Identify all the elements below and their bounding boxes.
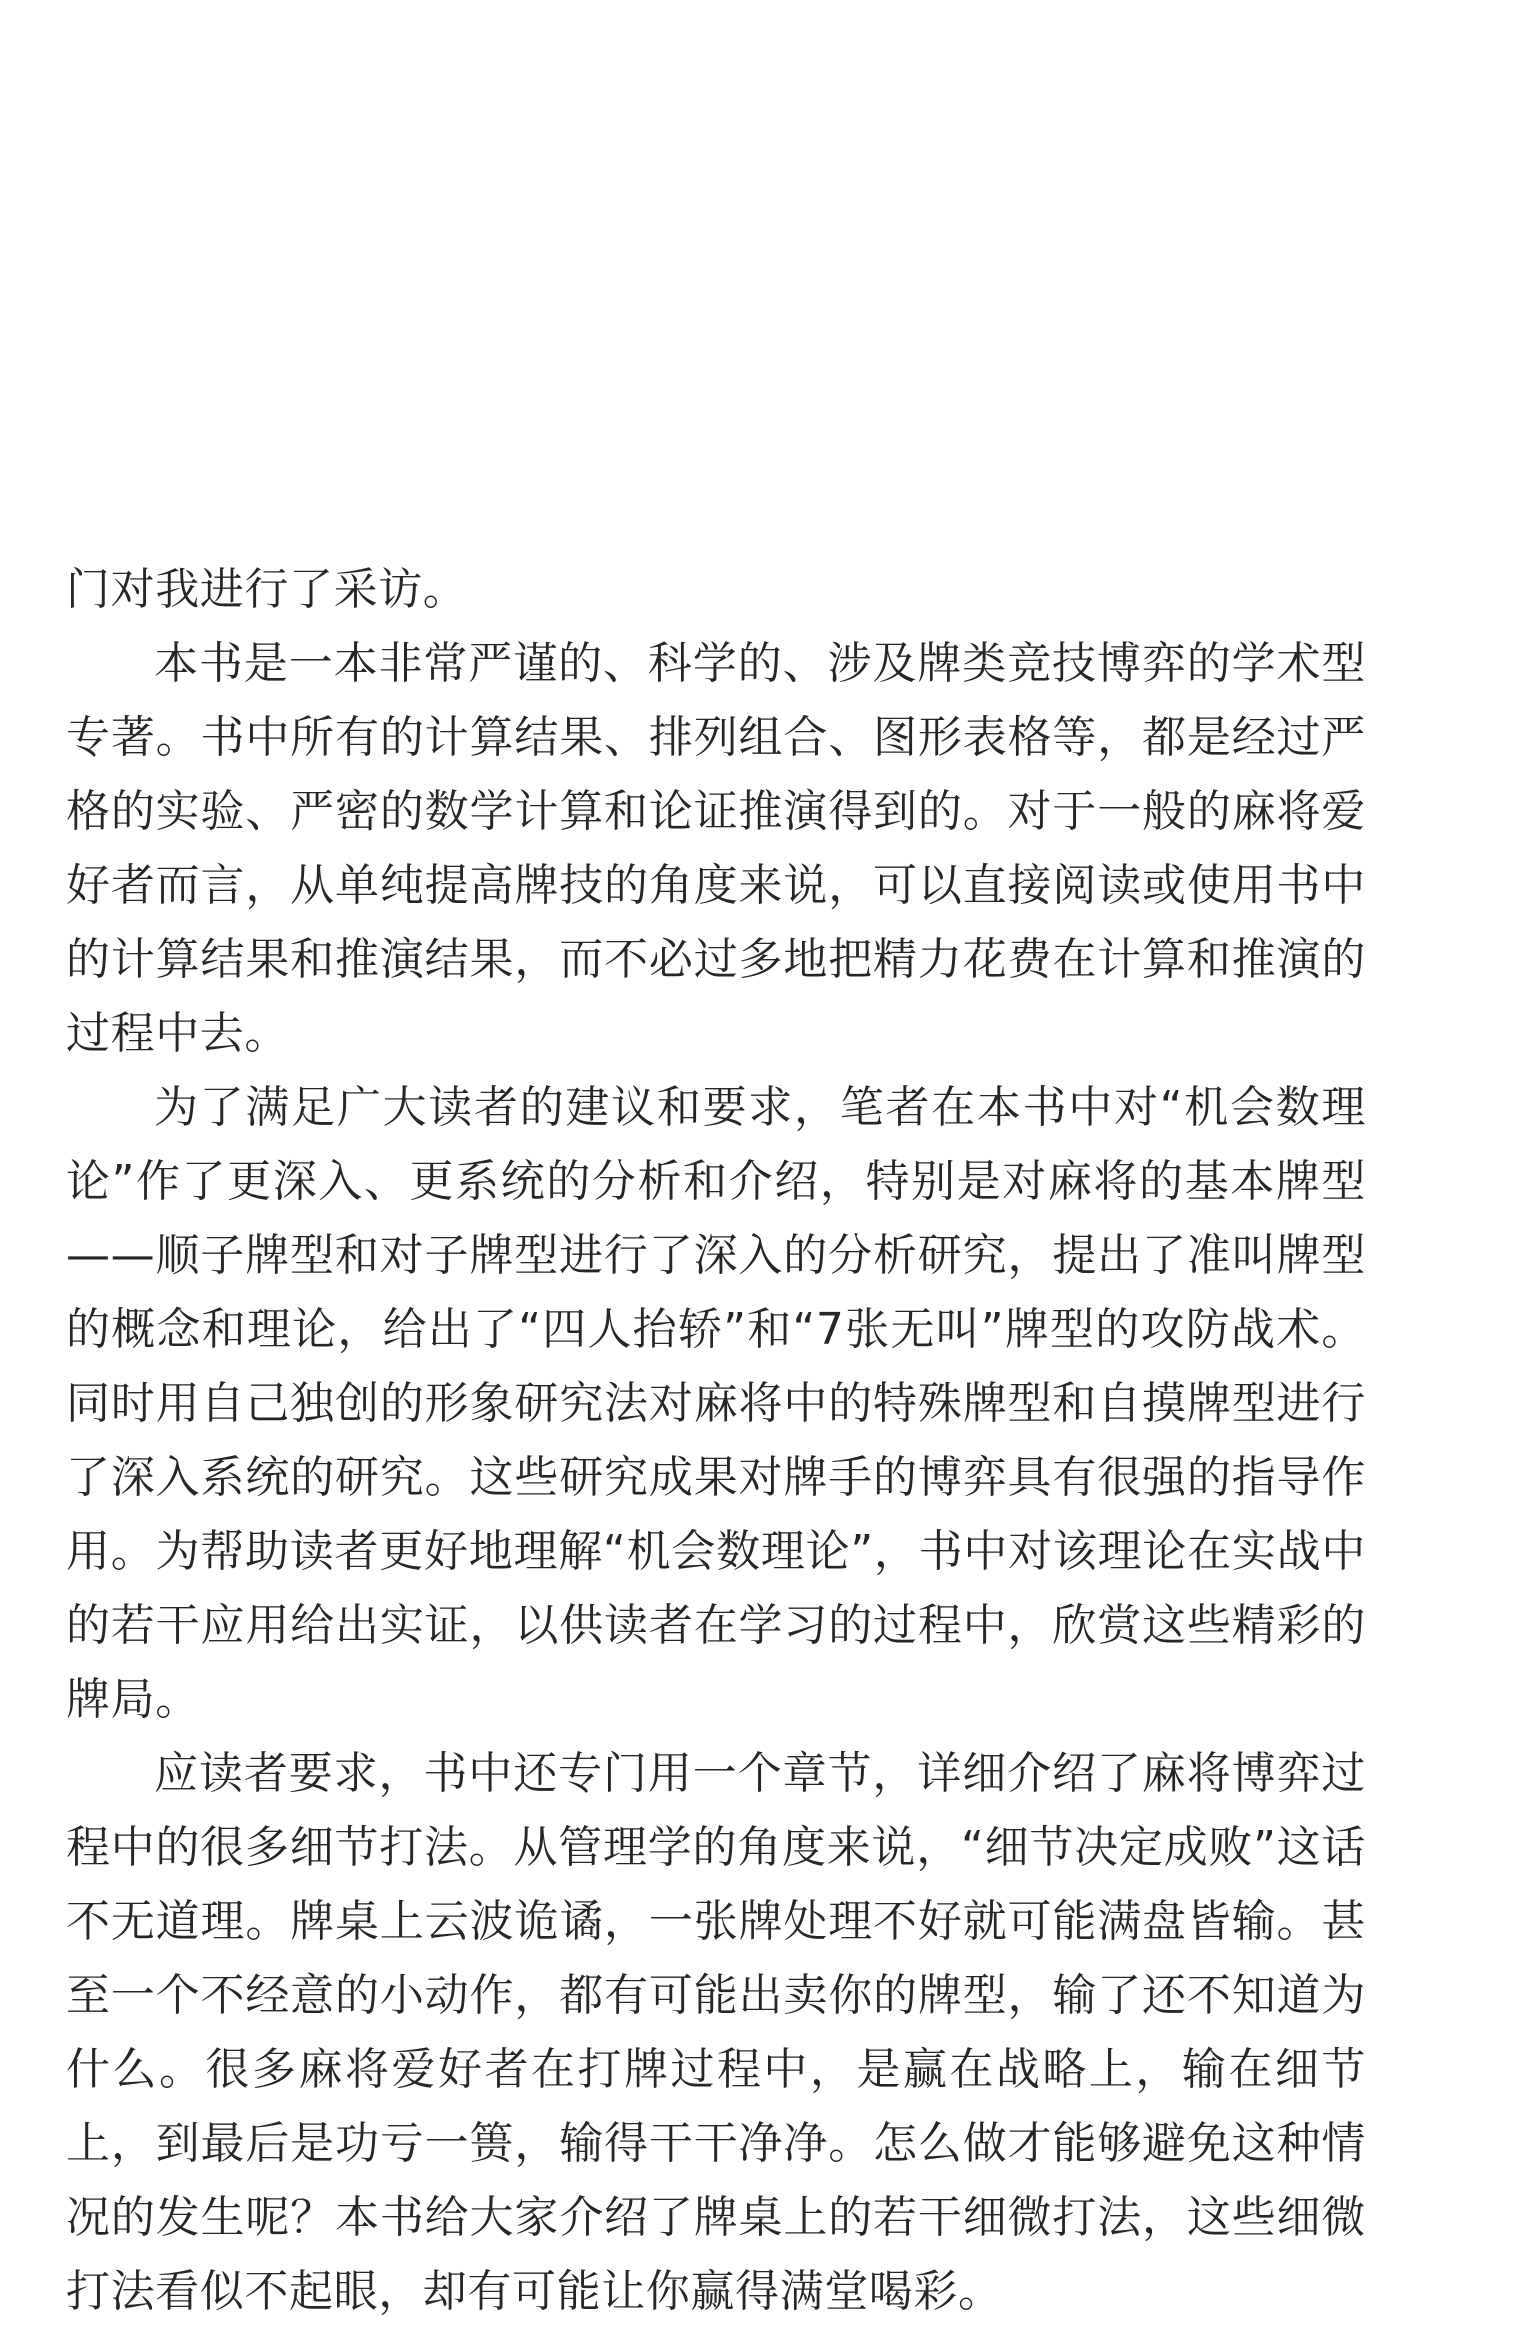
paragraph-book-nature: 本书是一本非常严谨的、科学的、涉及牌类竞技博弈的学术型专著。书中所有的计算结果、排列组合、图形表格等，都是经过严格的实验、严密的数学计算和论证推演得到的。对于一般的麻将爱好者而言，从单纯提高牌技的角度来说，可以直接阅读或使用书中的计算结果和推演结果，而不必过多地把精力花费在计算和推演的过程中去。 [66, 638, 1366, 1059]
page-body-text [66, 553, 1366, 2329]
paragraph-theory-content: 为了满足广大读者的建议和要求，笔者在本书中对“机会数理论”作了更深入、更系统的分析和介绍，特别是对麻将的基本牌型——顺子牌型和对子牌型进行了深入的分析研究，提出了准叫牌型的概念和理论，给出了“四人抬轿”和“7张无叫”牌型的攻防战术。同时用自己独创的形象研究法对麻将中的特殊牌型和自摸牌型进行了深入系统的研究。这些研究成果对牌手的博弈具有很强的指导作用。为帮助读者更好地理解“机会数理论”，书中对该理论在实战中的若干应用给出实证，以供读者在学习的过程中，欣赏这些精彩的牌局。 [66, 1082, 1366, 1725]
paragraph-detail-play: 应读者要求，书中还专门用一个章节，详细介绍了麻将博弈过程中的很多细节打法。从管理学的角度来说，“细节决定成败”这话不无道理。牌桌上云波诡谲，一张牌处理不好就可能满盘皆输。甚至一个不经意的小动作，都有可能出卖你的牌型，输了还不知道为什么。很多麻将爱好者在打牌过程中，是赢在战略上，输在细节上，到最后是功亏一篑，输得干干净净。怎么做才能够避免这种情况的发生呢？本书给大家介绍了牌桌上的若干细微打法，这些细微打法看似不起眼，却有可能让你赢得满堂喝彩。 [66, 1748, 1366, 2317]
paragraph-continuation: 门对我进行了采访。 [66, 564, 468, 615]
